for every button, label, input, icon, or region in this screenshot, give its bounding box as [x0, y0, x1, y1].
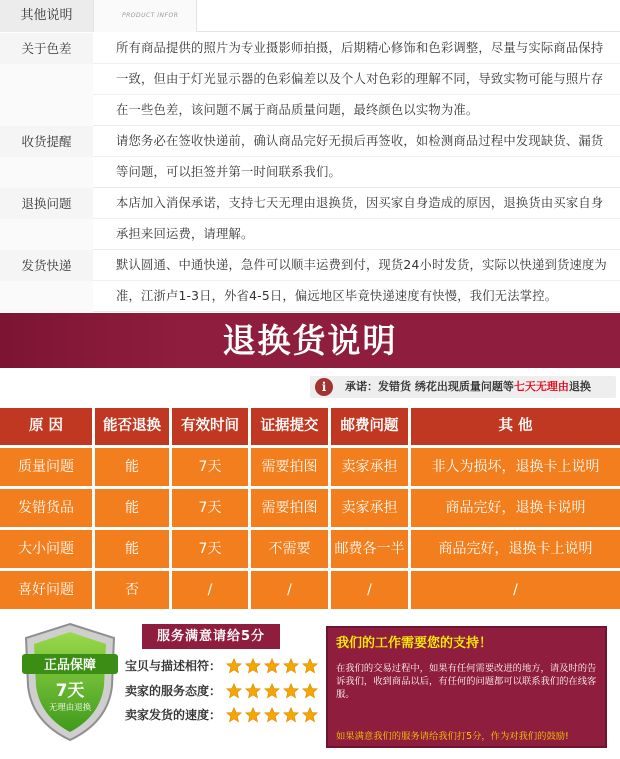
star-icon: [302, 658, 318, 674]
table-cell: 质量问题: [0, 448, 92, 486]
table-cell: 非人为损坏，退换卡上说明: [411, 448, 620, 486]
shield-days: 7天: [55, 681, 85, 701]
table-header-cell: 邮费问题: [331, 408, 408, 445]
rating-stars: [226, 655, 321, 677]
table-cell: 商品完好，退换卡说明: [411, 489, 620, 527]
support-body: 在我们的交易过程中，如果有任何需要改进的地方，请及时的告诉我们，收到商品以后，有任何的问题都可以联系我们的在线客服。: [336, 663, 597, 700]
service-section: [0, 614, 620, 759]
table-header-cell: 证据提交: [251, 408, 328, 445]
banner-title: 退换货说明: [222, 321, 398, 360]
star-icon: [245, 683, 261, 699]
table-cell: 7天: [172, 489, 248, 527]
star-icon: [283, 658, 299, 674]
table-cell: 卖家承担: [331, 489, 408, 527]
info-row-text: 等问题，可以拒签并第一时间联系我们。: [116, 165, 341, 179]
info-row-text: 请您务必在签收快递前，确认商品完好无损后再签收，如检测商品过程中发现缺货、漏货: [93, 126, 620, 157]
info-row-label: 退换问题: [0, 188, 93, 219]
star-icon: [245, 707, 261, 723]
table-cell: 喜好问题: [0, 571, 92, 609]
star-icon: [226, 683, 242, 699]
info-row-label: 发货快递: [0, 250, 93, 281]
info-header: [0, 0, 620, 32]
info-row-text: 准，江浙卢1-3日，外省4-5日，偏远地区毕竟快递速度有快慢，我们无法掌控。: [116, 289, 558, 303]
info-row-text: 默认圆通、中通快递，急件可以顺丰运费到付，现货24小时发货，实际以快递到货速度为: [93, 250, 620, 281]
info-row-label: 关于色差: [0, 33, 93, 64]
star-icon: [226, 707, 242, 723]
star-icon: [226, 658, 242, 674]
star-icon: [302, 707, 318, 723]
table-header-cell: 能否退换: [95, 408, 169, 445]
table-header-cell: 有效时间: [172, 408, 248, 445]
table-cell: 商品完好，退换卡上说明: [411, 530, 620, 568]
info-header-label: 其他说明: [0, 0, 93, 32]
star-icon: [264, 707, 280, 723]
rating-label: 卖家发货的速度：: [125, 708, 222, 722]
info-row-text: 承担来回运费，请理解。: [116, 227, 254, 241]
table-cell: 能: [95, 489, 169, 527]
table-cell: 7天: [172, 448, 248, 486]
promise-notice: [0, 368, 620, 406]
shield-top-label: 正品保障: [43, 658, 97, 673]
table-header-cell: 原 因: [0, 408, 92, 445]
returns-banner: [0, 313, 620, 368]
rating-label: 卖家的服务态度：: [125, 684, 222, 698]
table-cell: 不需要: [251, 530, 328, 568]
shield-bottom-label: 无理由退换: [48, 703, 92, 713]
info-header-sub: PRODUCT INFOR: [93, 0, 197, 32]
table-cell: 大小问题: [0, 530, 92, 568]
info-row: [0, 250, 620, 312]
table-cell: 需要拍图: [251, 489, 328, 527]
star-icon: [264, 658, 280, 674]
rating-stars: [226, 680, 321, 702]
support-title: 我们的工作需要您的支持！: [336, 636, 493, 651]
star-icon: [302, 683, 318, 699]
table-cell: /: [411, 571, 620, 609]
promise-text: [345, 376, 591, 398]
table-cell: /: [331, 571, 408, 609]
info-row: [0, 126, 620, 188]
table-cell: 发错货品: [0, 489, 92, 527]
star-icon: [245, 658, 261, 674]
return-policy-table: [0, 408, 620, 611]
promise-highlight: 七天无理由: [513, 380, 569, 393]
table-cell: 7天: [172, 530, 248, 568]
info-row-label: 收货提醒: [0, 126, 93, 157]
info-icon: i: [315, 378, 333, 396]
star-icon: [283, 683, 299, 699]
rating-label: 宝贝与描述相符：: [125, 659, 222, 673]
star-icon: [264, 683, 280, 699]
info-row: [0, 33, 620, 126]
info-row-text: 所有商品提供的照片为专业摄影师拍摄，后期精心修饰和色彩调整，尽量与实际商品保持: [93, 33, 620, 64]
table-cell: /: [251, 571, 328, 609]
service-title: 服务满意请给5分: [142, 624, 280, 649]
support-footer: 如果满意我们的服务请给我们打5分，作为对我们的鼓励!: [336, 731, 569, 742]
rating-stars: [226, 704, 321, 726]
table-cell: 否: [95, 571, 169, 609]
table-cell: 能: [95, 530, 169, 568]
table-cell: /: [172, 571, 248, 609]
info-row-text: 在一些色差，该问题不属于商品质量问题，最终颜色以实物为准。: [116, 103, 479, 117]
info-row-text: 本店加入消保承诺，支持七天无理由退换货，因买家自身造成的原因，退换货由买家自身: [93, 188, 620, 219]
table-cell: 需要拍图: [251, 448, 328, 486]
info-row-text: 一致，但由于灯光显示器的色彩偏差以及个人对色彩的理解不同，导致实物可能与照片存: [93, 64, 620, 95]
guarantee-shield-icon: [20, 620, 120, 744]
table-cell: 卖家承担: [331, 448, 408, 486]
table-header-cell: 其 他: [411, 408, 620, 445]
table-cell: 能: [95, 448, 169, 486]
info-row: [0, 188, 620, 250]
promise-prefix: 承诺：发错货 绣花出现质量问题等: [345, 380, 514, 393]
star-icon: [283, 707, 299, 723]
support-box: [326, 626, 607, 748]
promise-suffix: 退换: [568, 380, 591, 393]
product-info-section: [0, 0, 620, 313]
table-cell: 邮费各一半: [331, 530, 408, 568]
